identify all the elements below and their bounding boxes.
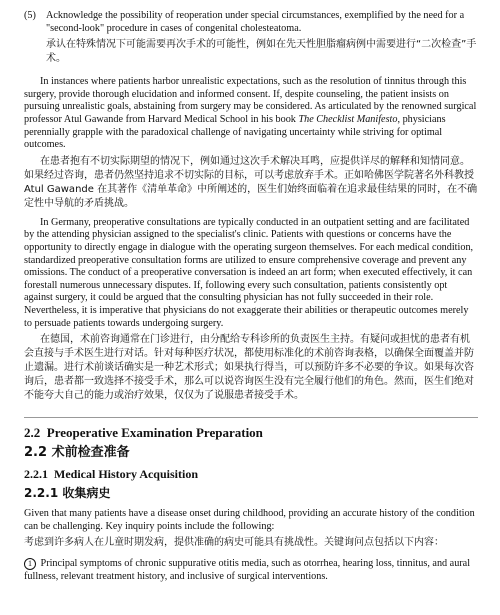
circled-number-1: 1 — [24, 558, 36, 570]
section-title: Preoperative Examination Preparation — [46, 425, 263, 441]
numbered-item-5 — [24, 10, 478, 66]
paragraph-text: In instances where patients harbor unrealistic expectations, such as the resolution of tinnitus through this surgery, provide thorough elucidation and informed consent. If, despite counseling, the patient insists on pursuing unrealistic goals, abstaining from surgery may be considered. As articulated by the renowned surgical professor Atul Gawande from Harvard Medical School in his book — [24, 76, 477, 125]
subsection-title-zh: 收集病史 — [62, 486, 111, 501]
section-number: 2.2 — [24, 445, 48, 461]
paragraph-expectations-english — [24, 76, 478, 152]
item-body — [46, 10, 478, 66]
intro-english: Given that many patients have a disease onset during childhood, providing an accurate history of the condition can be challenging. Key inquiry points include the following: — [24, 508, 475, 532]
point-1-text: Principal symptoms of chronic suppurative otitis media, such as otorrhea, hearing loss, tinnitus, and aural fullness, relevant treatment history, and inclusive of surgical interventions. — [24, 558, 471, 582]
subsection-title: Medical History Acquisition — [54, 467, 198, 482]
subsection-number: 2.2.1 — [24, 486, 59, 501]
item-5-english: Acknowledge the possibility of reoperation under special circumstances, exemplified by the need for a "second-look" procedure in cases of congenital cholesteatoma. — [46, 10, 465, 34]
book-title: The Checklist Manifesto — [298, 113, 398, 125]
subsection-heading-chinese — [24, 484, 478, 502]
paragraph-germany-chinese: 在德国，术前咨询通常在门诊进行，由分配给专科诊所的负责医生主持。有疑问或担忧的患者有机会直接与手术医生进行对话。针对每种医疗状况，都使用标准化的术前咨询表格，以确保全面覆盖并防止遗漏。进行术前谈话确实是一种艺术形式；如果执行得当，可以预防许多不必要的争议。如果每次咨询后，患者都一致选择不接受手术，那么可以说咨询医生没有完全履行他们的角色。然而，医生们绝对不能夸大自己的能力或治疗效果，仅仅为了说服患者接受手术。 — [24, 334, 474, 402]
section-title-zh: 术前检查准备 — [51, 445, 130, 461]
paragraph-germany-english: In Germany, preoperative consultations are typically conducted in an outpatient setting and are facilitated by the attending physician assigned to the specialist's clinic. Patients with questions or concerns have the opportunity to directly engage in dialogue with the operating surgeon themselves. For each medical condition, standardized preoperative consultation forms are utilized to ensure comprehensive coverage and prevent any omissions. The conduct of a preoperative conversation is indeed an art form; when executed effectively, it can forestall numerous unnecessary disputes. If, following every such consultation, patients consistently opt against surgery, it could be argued that the consulting physician has not fully succeeded in their role. Nevertheless, it is imperative that physicians do not exaggerate their abilities or therapeutic outcomes merely to persuade patients towards undergoing surgery. — [24, 216, 474, 329]
section-heading-chinese — [24, 443, 478, 462]
section-number: 2.2 — [24, 425, 41, 441]
item-number: (5) — [24, 10, 36, 21]
paragraph-text: , physicians perennially grapple with the paradoxical challenge of navigating uncertainty while striving for optimal outcomes. — [24, 113, 446, 151]
intro-chinese: 考虑到许多病人在儿童时期发病，提供准确的病史可能具有挑战性。关键询问点包括以下内容： — [24, 537, 444, 549]
paragraph-expectations-chinese: 在患者抱有不切实际期望的情况下，例如通过这次手术解决耳鸣，应提供详尽的解释和知情同意。如果经过咨询，患者仍然坚持追求不切实际的目标，可以考虑放弃手术。正如哈佛医学院著名外科教授 Atul Gawande 在其著作《清单革命》中所阐述的，医生们始终面临着在追求最佳结果的同时，在不确定性中导航的矛盾挑战。 — [24, 155, 478, 209]
item-5-chinese: 承认在特殊情况下可能需要再次手术的可能性，例如在先天性胆脂瘤病例中需要进行“二次检查”手术。 — [46, 39, 477, 65]
section-heading-english — [24, 424, 478, 441]
subsection-number: 2.2.1 — [24, 467, 48, 482]
section-divider — [24, 417, 478, 418]
point-1 — [24, 558, 478, 583]
subsection-heading-english — [24, 466, 478, 482]
